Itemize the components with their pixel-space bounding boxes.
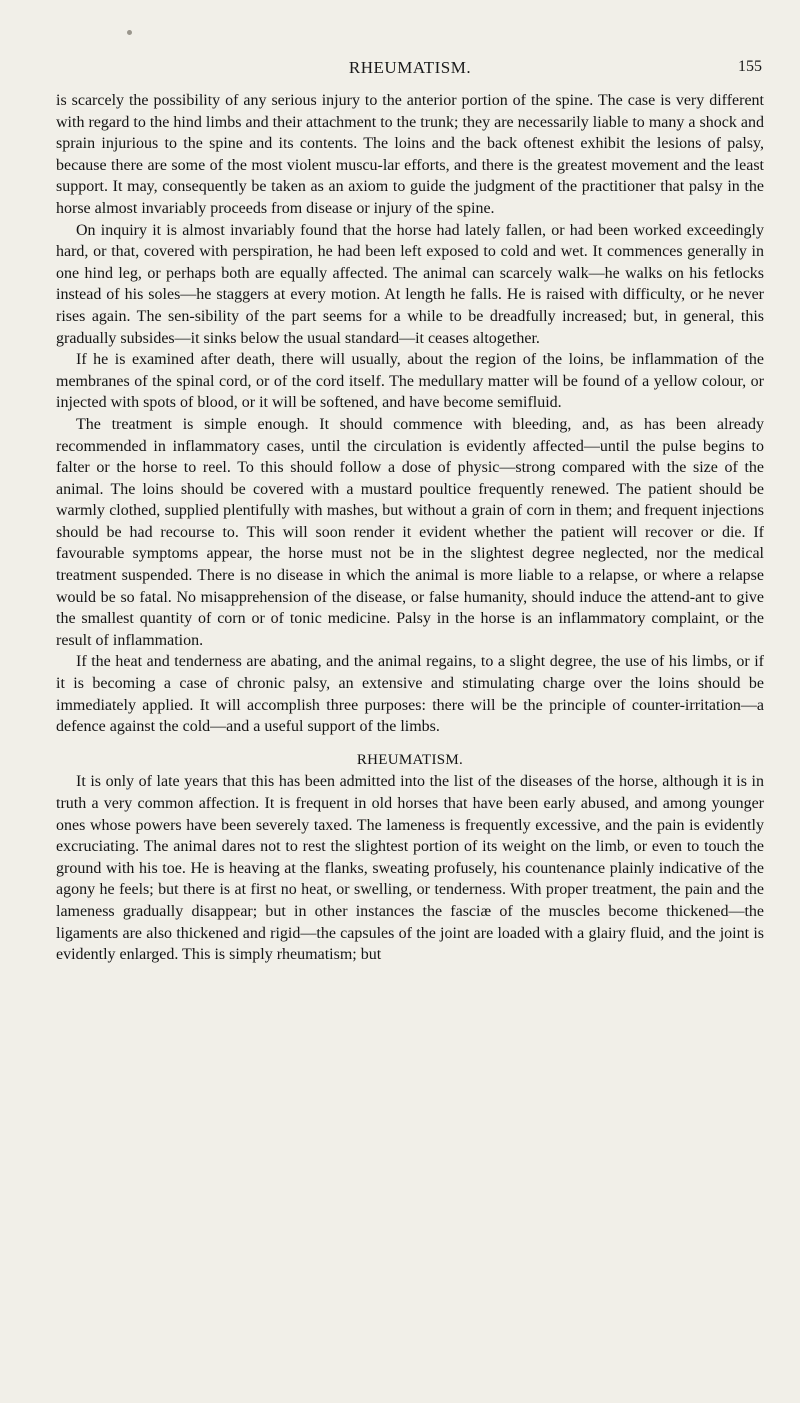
page-number: 155 xyxy=(738,58,762,75)
paragraph-treatment: The treatment is simple enough. It should commence with bleeding, and, as has been already recommended in inflammatory cases, until the circulation is evidently affected—until the pulse begins to falter or the horse to reel. To this should follow a dose of physic—strong compared with the size of the animal. The loins should be covered with a mustard poultice frequently renewed. The patient should be warmly clothed, supplied plentifully with mashes, but without a grain of corn in them; and frequent injections should be had recourse to. This will soon render it evident whether the patient will recover or die. If favourable symptoms appear, the horse must not be in the slightest degree neglected, nor the medical treatment suspended. There is no disease in which the animal is more liable to a relapse, or where a relapse would be so fatal. No misapprehension of the disease, or false humanity, should induce the attend-ant to give the smallest quantity of corn or of tonic medicine. Palsy in the horse is an inflammatory complaint, or the result of inflammation. xyxy=(56,415,764,649)
paragraph-spine-injury: is scarcely the possibility of any serious injury to the anterior portion of the spine. The case is very different with regard to the hind limbs and their attachment to the trunk; they are necessarily liable to many a shock and sprain injurious to the spine and its contents. The loins and the back oftenest exhibit the lesions of palsy, because there are some of the most violent muscu-lar efforts, and there is the greatest movement and the least support. It may, consequently be taken as an axiom to guide the judgment of the practitioner that palsy in the horse almost invariably proceeds from disease or injury of the spine. xyxy=(56,92,764,217)
paper-speck xyxy=(127,30,132,35)
paragraph-rheumatism: It is only of late years that this has been admitted into the list of the diseases of the horse, although it is in truth a very common affection. It is frequent in old horses that have been early abused, and among younger ones whose powers have been severely taxed. The lameness is frequently excessive, and the pain is evidently excruciating. The animal dares not to rest the slightest portion of its weight on the limb, or even to touch the ground with his toe. He is heaving at the flanks, sweating profusely, his countenance plainly indicative of the agony he feels; but there is at first no heat, or swelling, or tenderness. With proper treatment, the pain and the lameness gradually disappear; but in other instances the fasciæ of the muscles become thickened—the ligaments are also thickened and rigid—the capsules of the joint are loaded with a glairy fluid, and the joint is evidently enlarged. This is simply rheumatism; but xyxy=(56,773,764,964)
body-text xyxy=(56,90,764,966)
paragraph-chronic-palsy: If the heat and tenderness are abating, and the animal regains, to a slight degree, the use of his limbs, or if it is becoming a case of chronic palsy, an extensive and stimulating charge over the loins should be immediately applied. It will accomplish three purposes: there will be the principle of counter-irritation—a defence against the cold—and a useful support of the limbs. xyxy=(56,653,764,736)
running-title: RHEUMATISM. xyxy=(348,58,472,77)
section-heading-rheumatism: RHEUMATISM. xyxy=(356,751,464,768)
paragraph-post-mortem: If he is examined after death, there will usually, about the region of the loins, be inflammation of the membranes of the spinal cord, or of the cord itself. The medullary matter will be found of a yellow colour, or injected with spots of blood, or it will be softened, and have become semifluid. xyxy=(56,351,764,412)
paragraph-symptoms: On inquiry it is almost invariably found that the horse had lately fallen, or had been worked exceedingly hard, or that, covered with perspiration, he had been left exposed to cold and wet. It commences generally in one hind leg, or perhaps both are equally affected. The animal can scarcely walk—he walks on his fetlocks instead of his soles—he staggers at every motion. At length he falls. He is raised with difficulty, or he never rises again. The sen-sibility of the part seems for a while to be dreadfully increased; but, in general, this gradually subsides—it sinks below the usual standard—it ceases altogether. xyxy=(56,221,764,347)
running-header xyxy=(56,58,764,82)
